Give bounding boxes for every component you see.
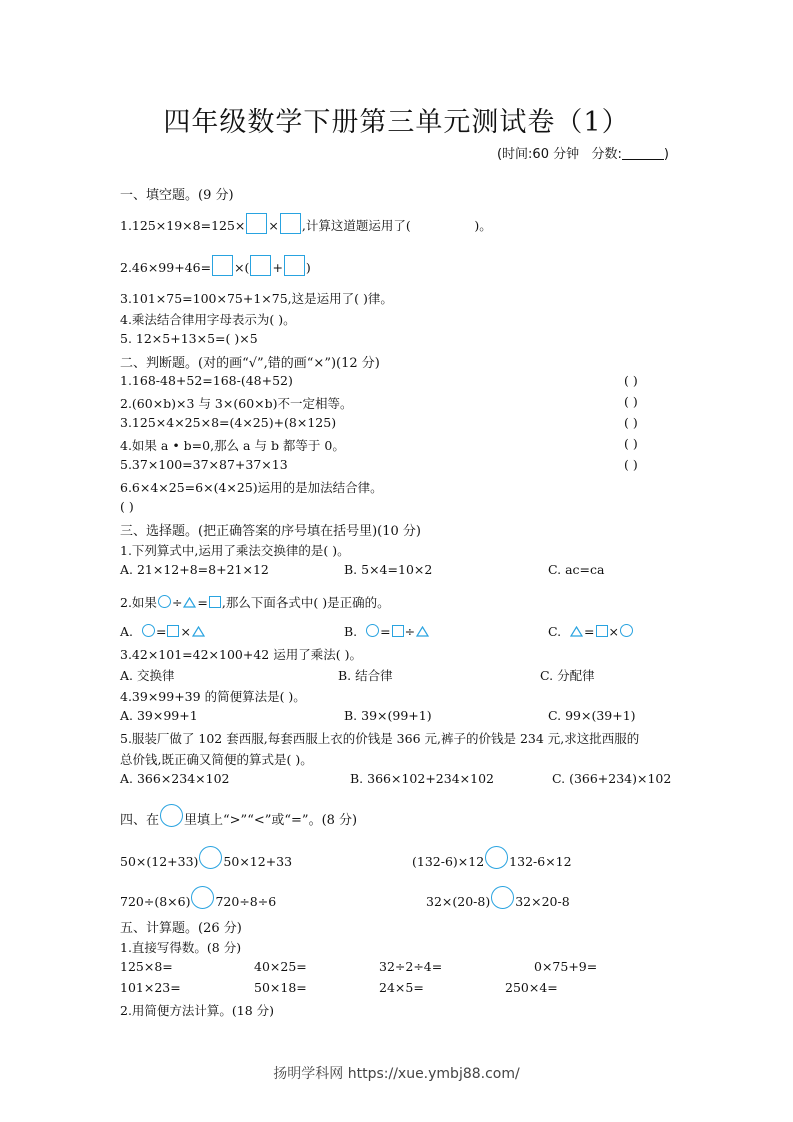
calc-item: 50×18= [254, 980, 307, 995]
s5-sub-2: 2.用简便方法计算。(18 分) [120, 1003, 275, 1018]
square-icon [596, 625, 608, 637]
circle-icon [620, 624, 633, 637]
answer-box[interactable] [212, 255, 233, 276]
compare-item: 50×(12+33) 50×12+33 [120, 846, 292, 869]
option-c[interactable]: C. 99×(39+1) [548, 708, 636, 723]
time-score-line: (时间:60 分钟 分数: ) [496, 147, 669, 162]
section-3-heading: 三、选择题。(把正确答案的序号填在括号里)(10 分) [120, 524, 421, 539]
judge-answer[interactable]: ( ) [624, 457, 638, 472]
compare-circle[interactable] [191, 886, 214, 909]
score-blank[interactable] [622, 147, 664, 160]
option-c[interactable]: C. = × [548, 624, 634, 639]
option-c[interactable]: C. 分配律 [540, 668, 595, 683]
compare-circle[interactable] [485, 846, 508, 869]
option-b[interactable]: B. 5×4=10×2 [344, 562, 433, 577]
compare-item: 32×(20-8) 32×20-8 [426, 886, 570, 909]
s1-q5: 5. 12×5+13×5=( )×5 [120, 331, 258, 346]
s3-q5-stem-2: 总价钱,既正确又简便的算式是( )。 [120, 752, 313, 767]
answer-box[interactable] [284, 255, 305, 276]
score-label: 分数: [591, 147, 622, 162]
answer-box[interactable] [246, 213, 267, 234]
option-a[interactable]: A. 366×234×102 [120, 771, 230, 786]
option-b[interactable]: B. 39×(99+1) [344, 708, 432, 723]
option-c[interactable]: C. (366+234)×102 [552, 771, 672, 786]
answer-box[interactable] [250, 255, 271, 276]
option-a[interactable]: A. 39×99+1 [120, 708, 198, 723]
s3-q2-stem: 2.如果 ÷ = ,那么下面各式中( )是正确的。 [120, 595, 390, 610]
square-icon [392, 625, 404, 637]
calc-item: 101×23= [120, 980, 181, 995]
s1-q1: 1.125×19×8=125× × ,计算这道题运用了( )。 [120, 213, 492, 234]
judge-item: 3.125×4×25×8=(4×25)+(8×125) [120, 415, 337, 430]
triangle-icon [192, 626, 205, 637]
section-4-heading: 四、在 里填上“>”“<”或“=”。(8 分) [120, 804, 357, 828]
calc-item: 0×75+9= [534, 959, 598, 974]
judge-answer[interactable]: ( ) [624, 415, 638, 430]
section-2-heading: 二、判断题。(对的画“√”,错的画“×”)(12 分) [120, 356, 380, 371]
judge-answer[interactable]: ( ) [624, 394, 638, 409]
compare-circle[interactable] [491, 886, 514, 909]
judge-item: 6.6×4×25=6×(4×25)运用的是加法结合律。 [120, 480, 383, 495]
s3-q4-stem: 4.39×99+39 的简便算法是( )。 [120, 689, 306, 704]
s1-q2: 2.46×99+46= ×( + ) [120, 255, 311, 276]
judge-answer[interactable]: ( ) [624, 436, 638, 451]
s1-q3: 3.101×75=100×75+1×75,这是运用了( )律。 [120, 291, 393, 306]
square-icon [167, 625, 179, 637]
section-1-heading: 一、填空题。(9 分) [120, 188, 234, 203]
calc-item: 40×25= [254, 959, 307, 974]
option-b[interactable]: B. 366×102+234×102 [350, 771, 494, 786]
s3-q3-stem: 3.42×101=42×100+42 运用了乘法( )。 [120, 647, 362, 662]
page-title: 四年级数学下册第三单元测试卷（1） [163, 107, 630, 138]
option-b[interactable]: B. = ÷ [344, 624, 430, 639]
judge-item: 4.如果 a • b=0,那么 a 与 b 都等于 0。 [120, 438, 345, 453]
square-icon [209, 596, 221, 608]
compare-circle[interactable] [199, 846, 222, 869]
triangle-icon [183, 597, 196, 608]
footer-watermark: 扬明学科网 https://xue.ymbj88.com/ [273, 1066, 520, 1082]
option-a[interactable]: A. 交换律 [120, 668, 175, 683]
s5-sub-1: 1.直接写得数。(8 分) [120, 940, 242, 955]
compare-item: 720÷(8×6) 720÷8÷6 [120, 886, 276, 909]
answer-box[interactable] [280, 213, 301, 234]
circle-icon [160, 804, 183, 827]
judge-item: 2.(60×b)×3 与 3×(60×b)不一定相等。 [120, 396, 353, 411]
option-a[interactable]: A. = × [120, 624, 206, 639]
option-a[interactable]: A. 21×12+8=8+21×12 [120, 562, 269, 577]
option-b[interactable]: B. 结合律 [338, 668, 393, 683]
calc-item: 250×4= [505, 980, 558, 995]
circle-icon [366, 624, 379, 637]
judge-item: 5.37×100=37×87+37×13 [120, 457, 288, 472]
calc-item: 24×5= [379, 980, 424, 995]
judge-answer[interactable]: ( ) [120, 499, 134, 514]
judge-item: 1.168-48+52=168-(48+52) [120, 373, 293, 388]
option-c[interactable]: C. ac=ca [548, 562, 605, 577]
judge-answer[interactable]: ( ) [624, 373, 638, 388]
s1-q4: 4.乘法结合律用字母表示为( )。 [120, 312, 296, 327]
triangle-icon [570, 626, 583, 637]
compare-item: (132-6)×12 132-6×12 [412, 846, 572, 869]
time-label: (时间:60 分钟 [496, 147, 580, 162]
s3-q5-stem-1: 5.服装厂做了 102 套西服,每套西服上衣的价钱是 366 元,裤子的价钱是 234 元,求这批西服的 [120, 731, 640, 746]
section-5-heading: 五、计算题。(26 分) [120, 921, 242, 936]
s3-q1-stem: 1.下列算式中,运用了乘法交换律的是( )。 [120, 543, 350, 558]
calc-item: 125×8= [120, 959, 173, 974]
circle-icon [142, 624, 155, 637]
calc-item: 32÷2÷4= [379, 959, 443, 974]
triangle-icon [416, 626, 429, 637]
circle-icon [158, 595, 171, 608]
